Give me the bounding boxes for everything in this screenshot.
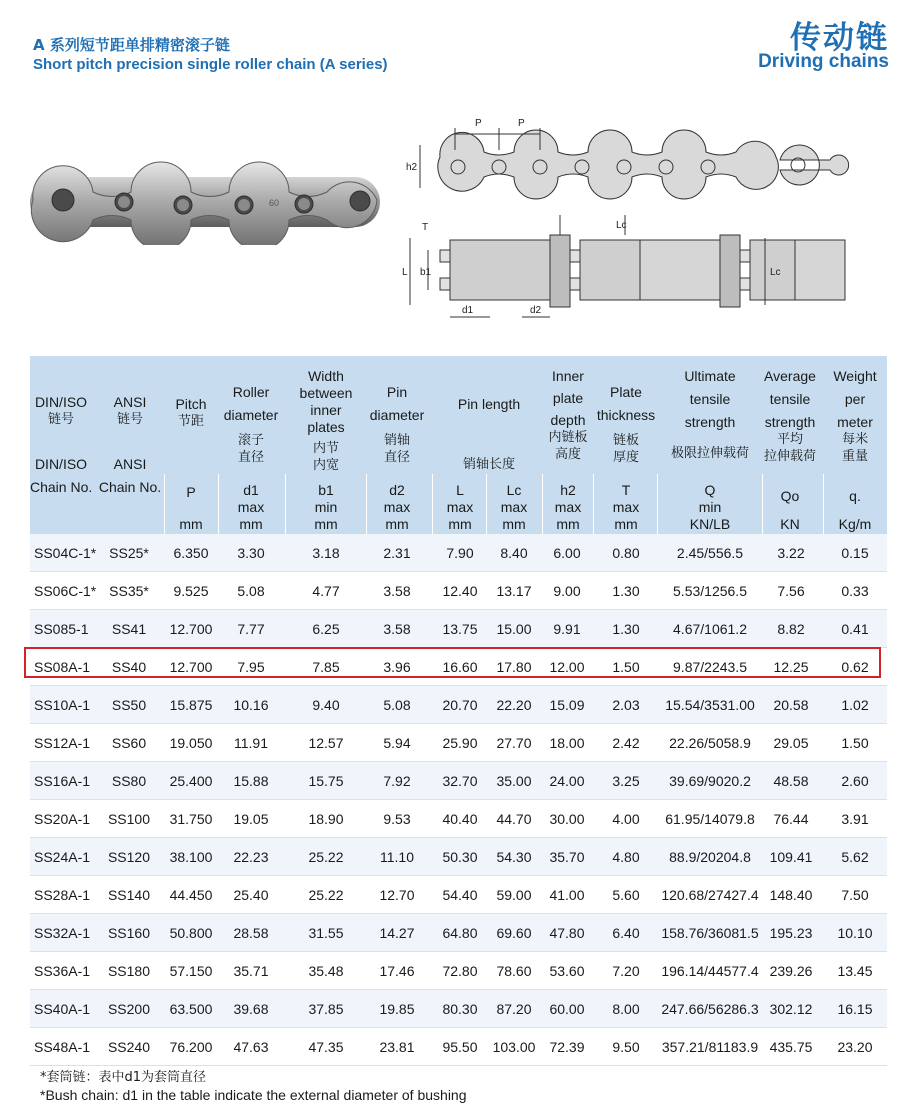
table-cell: 57.150 — [169, 963, 213, 979]
table-cell: 3.18 — [312, 545, 340, 561]
table-cell: 40.40 — [442, 811, 478, 827]
table-cell: 17.80 — [496, 659, 532, 675]
table-cell: 41.00 — [549, 887, 585, 903]
table-row — [30, 1028, 887, 1066]
table-cell: 23.20 — [837, 1039, 873, 1055]
table-cell: 15.88 — [233, 773, 269, 789]
table-cell: 47.63 — [233, 1039, 269, 1055]
table-cell: SS50 — [111, 697, 147, 713]
footnote-english: *Bush chain: d1 in the table indicate the external diameter of bushing — [40, 1087, 467, 1103]
table-row — [30, 686, 887, 724]
table-cell: 6.25 — [312, 621, 340, 637]
table-cell: 23.81 — [379, 1039, 415, 1055]
table-cell: 6.00 — [553, 545, 581, 561]
table-cell: SS160 — [107, 925, 151, 941]
table-cell: 11.91 — [234, 735, 268, 751]
table-cell: 2.31 — [383, 545, 411, 561]
table-cell: 35.70 — [549, 849, 585, 865]
table-cell: 76.44 — [773, 811, 809, 827]
brand-chinese: 传动链 — [790, 20, 889, 56]
table-cell: 3.91 — [841, 811, 869, 827]
table-cell: 37.85 — [308, 1001, 344, 1017]
label-l: L — [402, 267, 408, 278]
col-plate-thickness: Plate thickness 链板 厚度 — [596, 384, 656, 465]
table-cell: 5.94 — [383, 735, 411, 751]
table-cell: 72.39 — [549, 1039, 585, 1055]
table-cell: 9.50 — [612, 1039, 640, 1055]
table-cell: 109.41 — [769, 849, 813, 865]
table-cell: SS28A-1 — [34, 887, 91, 903]
table-row — [30, 724, 887, 762]
col-average-tensile-strength: Average tensile strength 平均 拉伸载荷 — [763, 368, 816, 464]
table-cell: SS48A-1 — [34, 1039, 91, 1055]
photo-marking: 60 — [269, 198, 280, 208]
table-cell: 0.33 — [841, 583, 869, 599]
table-cell: 4.67/1061.2 — [673, 621, 747, 637]
table-cell: 15.875 — [169, 697, 213, 713]
label-b1: b1 — [420, 267, 432, 278]
table-cell: 3.22 — [777, 545, 805, 561]
table-cell: 6.350 — [173, 545, 209, 561]
col-pin-diameter: Pin diameter 销轴 直径 — [369, 384, 425, 465]
table-cell: 19.85 — [379, 1001, 415, 1017]
label-t: T — [422, 222, 429, 233]
table-cell: 8.00 — [612, 1001, 640, 1017]
col-pitch: Pitch 节距 — [175, 396, 207, 429]
table-cell: 50.800 — [169, 925, 213, 941]
table-cell: 60.00 — [549, 1001, 585, 1017]
table-cell: 1.50 — [841, 735, 869, 751]
table-cell: SS41 — [111, 621, 147, 637]
table-cell: 12.700 — [169, 621, 213, 637]
table-cell: 302.12 — [769, 1001, 813, 1017]
table-cell: 6.40 — [612, 925, 640, 941]
table-cell: 69.60 — [496, 925, 532, 941]
table-cell: SS16A-1 — [34, 773, 91, 789]
table-cell: 39.68 — [233, 1001, 269, 1017]
table-cell: 61.95/14079.8 — [665, 811, 755, 827]
table-cell: 3.58 — [383, 621, 411, 637]
table-cell: 5.08 — [237, 583, 265, 599]
table-cell: 16.60 — [442, 659, 478, 675]
table-cell: 8.40 — [500, 545, 528, 561]
table-cell: SS40 — [111, 659, 147, 675]
table-cell: 88.9/20204.8 — [669, 849, 751, 865]
table-cell: 44.450 — [169, 887, 213, 903]
table-cell: 22.26/5058.9 — [669, 735, 751, 751]
table-cell: 59.00 — [496, 887, 532, 903]
table-cell: 357.21/81183.9 — [661, 1039, 759, 1055]
col-weight-per-meter: Weight per meter 每米 重量 — [833, 368, 877, 464]
table-cell: 12.70 — [379, 887, 415, 903]
table-cell: 1.30 — [612, 621, 640, 637]
chain-photo — [28, 155, 383, 245]
table-cell: 14.27 — [379, 925, 415, 941]
table-cell: SS35* — [109, 583, 149, 599]
table-cell: 9.525 — [173, 583, 209, 599]
table-cell: 44.70 — [496, 811, 532, 827]
table-cell: 18.90 — [308, 811, 344, 827]
table-cell: 20.70 — [442, 697, 478, 713]
brand-english: Driving chains — [758, 51, 889, 72]
table-cell: SS32A-1 — [34, 925, 91, 941]
table-cell: SS60 — [111, 735, 147, 751]
table-cell: SS20A-1 — [34, 811, 91, 827]
table-cell: 13.45 — [837, 963, 873, 979]
table-row — [30, 914, 887, 952]
col-ansi: ANSI 链号 — [113, 394, 147, 427]
table-cell: 18.00 — [549, 735, 585, 751]
table-cell: 31.55 — [308, 925, 344, 941]
table-cell: 53.60 — [549, 963, 585, 979]
table-cell: SS06C-1* — [34, 583, 97, 599]
table-cell: 72.80 — [442, 963, 478, 979]
table-cell: SS140 — [107, 887, 151, 903]
table-row — [30, 952, 887, 990]
title-english: Short pitch precision single roller chain (A series) — [33, 56, 388, 73]
table-cell: 17.46 — [379, 963, 415, 979]
table-cell: 87.20 — [496, 1001, 532, 1017]
table-cell: 0.41 — [841, 621, 869, 637]
label-d1: d1 — [462, 305, 474, 316]
table-cell: 0.80 — [612, 545, 640, 561]
table-cell: 22.23 — [233, 849, 269, 865]
table-cell: SS200 — [107, 1001, 151, 1017]
label-p1: P — [475, 118, 482, 129]
table-row — [30, 762, 887, 800]
table-cell: 7.92 — [383, 773, 411, 789]
table-cell: 95.50 — [442, 1039, 478, 1055]
table-cell: 12.57 — [308, 735, 344, 751]
table-cell: 2.60 — [841, 773, 869, 789]
table-cell: 2.42 — [612, 735, 640, 751]
table-cell: 19.050 — [169, 735, 213, 751]
table-cell: 13.17 — [496, 583, 532, 599]
table-cell: 2.03 — [612, 697, 640, 713]
table-cell: 78.60 — [496, 963, 532, 979]
table-cell: 9.00 — [553, 583, 581, 599]
table-cell: SS10A-1 — [34, 697, 91, 713]
table-cell: 25.40 — [233, 887, 269, 903]
col-din-iso: DIN/ISO 链号 — [34, 394, 88, 427]
table-cell: 28.58 — [233, 925, 269, 941]
chain-technical-drawing — [400, 110, 890, 335]
table-cell: 19.05 — [233, 811, 269, 827]
table-cell: 8.82 — [777, 621, 805, 637]
table-cell: 196.14/44577.4 — [661, 963, 759, 979]
table-cell: 195.23 — [769, 925, 813, 941]
table-cell: 76.200 — [169, 1039, 213, 1055]
label-d2: d2 — [530, 305, 542, 316]
table-cell: 25.22 — [308, 849, 344, 865]
col-width-inner-plates: Width between inner plates 内节 内宽 — [299, 368, 353, 473]
table-cell: 3.58 — [383, 583, 411, 599]
table-cell: SS180 — [107, 963, 151, 979]
table-cell: 35.00 — [496, 773, 532, 789]
table-cell: SS120 — [107, 849, 151, 865]
table-cell: 1.30 — [612, 583, 640, 599]
table-cell: 54.40 — [442, 887, 478, 903]
table-cell: 35.71 — [233, 963, 269, 979]
table-cell: 7.56 — [777, 583, 805, 599]
table-cell: 148.40 — [769, 887, 813, 903]
table-cell: 13.75 — [442, 621, 478, 637]
table-cell: SS100 — [107, 811, 151, 827]
table-cell: 9.40 — [312, 697, 340, 713]
table-cell: 4.77 — [312, 583, 340, 599]
table-row — [30, 572, 887, 610]
table-cell: 3.96 — [383, 659, 411, 675]
table-cell: 239.26 — [769, 963, 813, 979]
table-cell: 4.80 — [612, 849, 640, 865]
table-cell: 247.66/56286.3 — [661, 1001, 759, 1017]
table-cell: 7.90 — [446, 545, 474, 561]
label-p2: P — [518, 118, 525, 129]
table-row — [30, 990, 887, 1028]
table-cell: 35.48 — [308, 963, 344, 979]
table-cell: 4.00 — [612, 811, 640, 827]
table-cell: 38.100 — [169, 849, 213, 865]
col-inner-plate-depth: Inner plate depth 内链板 高度 — [548, 368, 588, 462]
col-pin-length: Pin length — [457, 396, 521, 412]
table-cell: 1.50 — [612, 659, 640, 675]
table-cell: 2.45/556.5 — [676, 545, 744, 561]
table-cell: 12.00 — [549, 659, 585, 675]
table-cell: 3.30 — [237, 545, 265, 561]
table-cell: 7.50 — [841, 887, 869, 903]
table-cell: 32.70 — [442, 773, 478, 789]
table-cell: 22.20 — [496, 697, 532, 713]
footnote-chinese: *套筒链：表中d1为套筒直径 — [40, 1070, 207, 1085]
table-cell: SS80 — [111, 773, 147, 789]
table-header: DIN/ISO 链号 DIN/ISO Chain No. ANSI 链号 ANSI Chain No. Pitch 节距 P mm Roller diameter 滚子 直径 d1 max mm Width between inner plates 内节 内宽 b1 min mm Pin diameter 销轴 直径 d2 max mm Pin length 销轴长度 L max Lc max mm mm Inner plate depth 内链板 高度 h2 max mm Plate thickness 链板 厚度 T max mm Ultimate tensile strength 极限拉伸载荷 Q min KN/LB Average tensile strength 平均 拉伸载荷 Qo KN Weight per meter 每米 重量 q. Kg/m — [30, 356, 887, 534]
table-cell: 12.40 — [442, 583, 478, 599]
table-cell: 47.80 — [549, 925, 585, 941]
chain-spec-table — [30, 356, 887, 1056]
table-cell: 15.75 — [308, 773, 344, 789]
table-cell: 9.91 — [553, 621, 581, 637]
table-cell: 50.30 — [442, 849, 478, 865]
label-h2: h2 — [406, 162, 418, 173]
table-cell: 5.08 — [383, 697, 411, 713]
table-cell: SS36A-1 — [34, 963, 91, 979]
table-row — [30, 534, 887, 572]
table-cell: 5.62 — [841, 849, 869, 865]
table-cell: 11.10 — [380, 849, 414, 865]
table-cell: 1.02 — [841, 697, 869, 713]
table-cell: 10.16 — [233, 697, 269, 713]
table-cell: 25.90 — [442, 735, 478, 751]
table-cell: 25.400 — [169, 773, 213, 789]
table-cell: 158.76/36081.5 — [661, 925, 759, 941]
table-cell: 5.60 — [612, 887, 640, 903]
table-cell: SS08A-1 — [34, 659, 91, 675]
table-cell: 7.95 — [237, 659, 265, 675]
table-cell: 5.53/1256.5 — [673, 583, 747, 599]
table-cell: 15.54/3531.00 — [665, 697, 755, 713]
table-cell: SS12A-1 — [34, 735, 91, 751]
table-cell: 47.35 — [308, 1039, 344, 1055]
title-chinese: A 系列短节距单排精密滚子链 — [33, 36, 230, 54]
table-cell: 103.00 — [492, 1039, 536, 1055]
table-cell: 12.700 — [169, 659, 213, 675]
table-cell: 0.62 — [841, 659, 869, 675]
table-cell: 30.00 — [549, 811, 585, 827]
col-roller-diameter: Roller diameter 滚子 直径 — [223, 384, 279, 465]
table-cell: 10.10 — [837, 925, 873, 941]
table-cell: 9.53 — [383, 811, 411, 827]
table-cell: 435.75 — [769, 1039, 813, 1055]
table-cell: 0.15 — [841, 545, 869, 561]
table-cell: 31.750 — [169, 811, 213, 827]
table-cell: 54.30 — [496, 849, 532, 865]
table-cell: 12.25 — [773, 659, 809, 675]
table-row — [30, 876, 887, 914]
highlight-row-ss08a-1 — [24, 647, 881, 678]
table-cell: 29.05 — [773, 735, 809, 751]
table-cell: 16.15 — [837, 1001, 873, 1017]
table-cell: 20.58 — [773, 697, 809, 713]
label-lc: Lc — [616, 220, 627, 231]
table-cell: SS40A-1 — [34, 1001, 91, 1017]
table-cell: 39.69/9020.2 — [669, 773, 751, 789]
table-cell: 15.09 — [549, 697, 585, 713]
table-cell: SS240 — [107, 1039, 151, 1055]
table-cell: 9.87/2243.5 — [673, 659, 747, 675]
col-ultimate-tensile-strength: Ultimate tensile strength 极限拉伸载荷 — [670, 368, 749, 461]
table-cell: 7.85 — [312, 659, 340, 675]
table-cell: SS24A-1 — [34, 849, 91, 865]
table-row — [30, 610, 887, 648]
table-cell: 120.68/27427.4 — [661, 887, 759, 903]
label-lc-side: Lc — [770, 267, 781, 278]
table-cell: 15.00 — [496, 621, 532, 637]
table-row — [30, 838, 887, 876]
table-cell: SS085-1 — [34, 621, 89, 637]
table-cell: 80.30 — [442, 1001, 478, 1017]
table-cell: 64.80 — [442, 925, 478, 941]
table-cell: 63.500 — [169, 1001, 213, 1017]
table-cell: 7.20 — [612, 963, 640, 979]
table-cell: 7.77 — [237, 621, 265, 637]
table-cell: 48.58 — [773, 773, 809, 789]
table-cell: SS25* — [109, 545, 149, 561]
table-cell: 25.22 — [308, 887, 344, 903]
table-cell: 24.00 — [549, 773, 585, 789]
table-cell: 3.25 — [612, 773, 640, 789]
table-cell: SS04C-1* — [34, 545, 97, 561]
table-row — [30, 800, 887, 838]
table-cell: 27.70 — [496, 735, 532, 751]
